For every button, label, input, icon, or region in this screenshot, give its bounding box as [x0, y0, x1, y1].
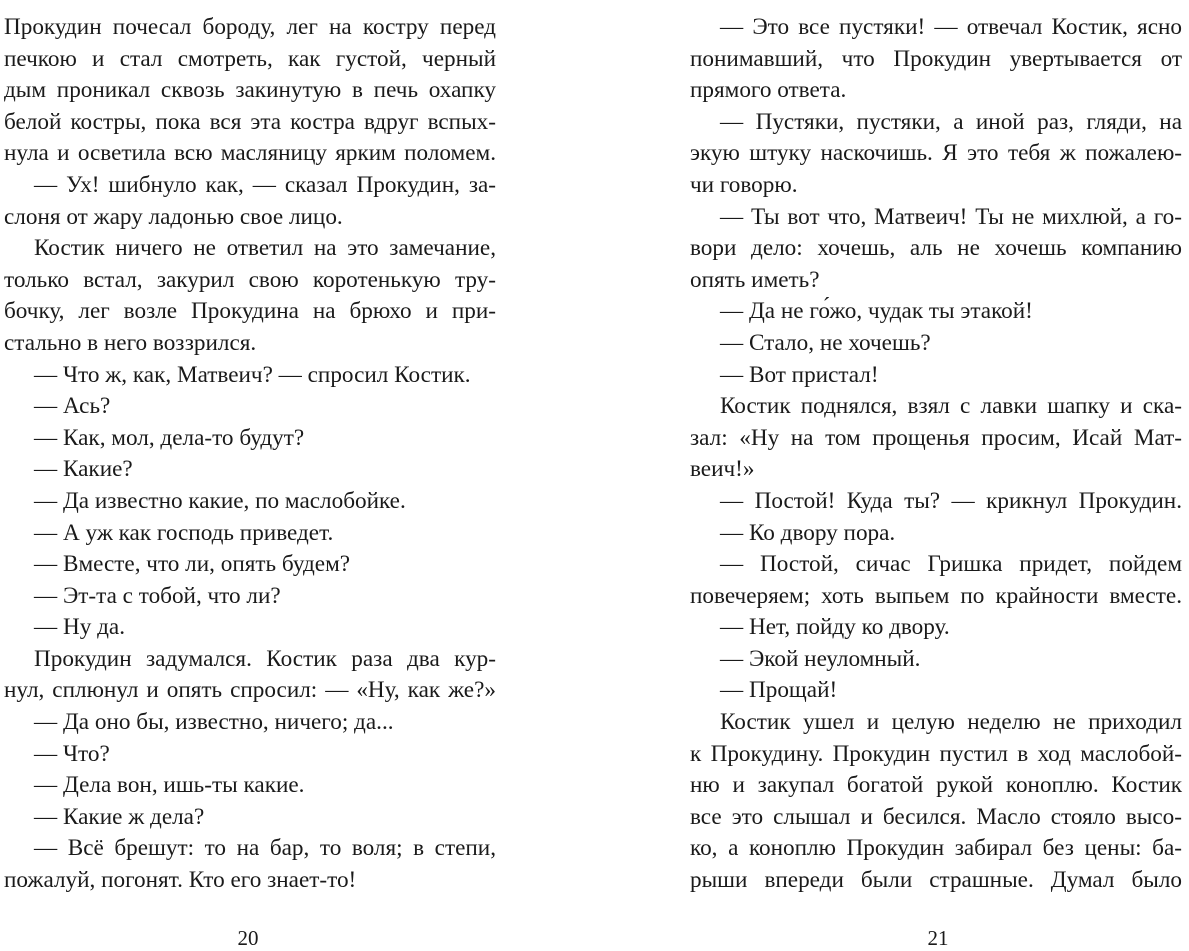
text-line: — Как, мол, дела-то будут? [34, 424, 305, 451]
text-line: нула и осветила всю масляницу ярким поломем. [4, 140, 496, 167]
left-page [4, 12, 496, 897]
text-line: стально в него воззрился. [4, 329, 257, 356]
text-line: зал: «Ну на том прощенья просим, Исай Мат- [690, 424, 1182, 451]
text-line: — Что ж, как, Матвеич? — спросил Костик. [34, 361, 471, 388]
text-line: веич!» [690, 456, 755, 483]
text-line: — Ух! шибнуло как, — сказал Прокудин, за- [34, 171, 496, 198]
text-line: — Дела вон, ишь-ты какие. [34, 772, 305, 799]
text-line: — Какие ж дела? [34, 803, 205, 830]
text-line: — Вот пристал! [720, 361, 879, 388]
text-line: Прокудин почесал бороду, лег на костру перед [4, 14, 496, 40]
text-line: прямого ответа. [690, 77, 847, 104]
text-line: — Ась? [34, 393, 111, 420]
text-line: только встал, закурил свою коротенькую тру- [4, 266, 496, 293]
text-line: — Это все пустяки! — отвечал Костик, ясно [720, 14, 1182, 40]
text-line: Прокудин задумался. Костик раза два кур- [34, 645, 496, 672]
text-line: — Эт-та с тобой, что ли? [34, 582, 281, 609]
page-number-left: 20 [237, 926, 259, 950]
text-line: — Экой неуломный. [720, 645, 921, 672]
page-number-right: 21 [927, 926, 949, 950]
text-line: дым проникал сквозь закинутую в печь охапку [4, 77, 496, 104]
text-line: — Постой! Куда ты? — крикнул Прокудин. [720, 487, 1182, 514]
text-line: экую штуку наскочишь. Я это тебя ж пожалею- [690, 140, 1182, 167]
text-line: пожалуй, погонят. Кто его знает-то! [4, 867, 357, 894]
text-line: — Какие? [34, 456, 133, 483]
text-line: — Прощай! [720, 677, 838, 704]
text-line: — Стало, не хочешь? [720, 329, 931, 356]
text-line: — Да известно какие, по маслобойке. [34, 487, 406, 514]
text-line: слоня от жару ладонью свое лицо. [4, 203, 343, 230]
text-line: ко, а коноплю Прокудин забирал без цены: ба- [690, 835, 1182, 862]
text-line: все это слышал и бесился. Масло стояло высо- [690, 803, 1182, 830]
text-line: чи говорю. [690, 171, 798, 198]
text-line: понимавший, что Прокудин увертывается от [690, 45, 1182, 72]
text-line: — Ко двору пора. [720, 519, 896, 546]
text-line: Костик ничего не ответил на это замечание, [34, 235, 496, 262]
text-line: печкою и стал смотреть, как густой, черный [4, 45, 496, 72]
right-page [690, 12, 1182, 897]
text-line: — Пустяки, пустяки, а иной раз, гляди, на [720, 108, 1182, 135]
text-line: повечеряем; хоть выпьем по крайности вместе. [690, 582, 1182, 609]
text-line: — Ты вот что, Матвеич! Ты не михлюй, а го- [720, 203, 1182, 230]
text-line: — Что? [34, 740, 110, 767]
text-line: — Да оно бы, известно, ничего; да... [34, 709, 394, 736]
text-line: — Ну да. [34, 614, 126, 641]
text-line: — А уж как господь приведет. [34, 519, 334, 546]
text-line: белой костры, пока вся эта костра вдруг вспых- [4, 108, 496, 135]
text-line: нул, сплюнул и опять спросил: — «Ну, как же?» [4, 677, 496, 704]
text-line: опять иметь? [690, 266, 820, 293]
text-line: рыши впереди были страшные. Думал было [690, 867, 1182, 894]
text-line: вори дело: хочешь, аль не хочешь компанию [690, 235, 1182, 262]
text-line: Костик поднялся, взял с лавки шапку и ска- [720, 393, 1182, 420]
text-line: — Постой, сичас Гришка придет, пойдем [720, 551, 1182, 578]
text-line: бочку, лег возле Прокудина на брюхо и при- [4, 298, 496, 325]
text-line: к Прокудину. Прокудин пустил в ход маслобой- [690, 740, 1182, 767]
text-line: — Вместе, что ли, опять будем? [34, 551, 351, 578]
text-line: — Нет, пойду ко двору. [720, 614, 950, 641]
text-line: — Да не го́жо, чудак ты этакой! [720, 298, 1033, 325]
text-line: Костик ушел и целую неделю не приходил [720, 709, 1182, 736]
text-line: — Всё брешут: то на бар, то воля; в степи, [34, 835, 496, 862]
text-line: ню и закупал богатой рукой коноплю. Костик [690, 772, 1182, 799]
